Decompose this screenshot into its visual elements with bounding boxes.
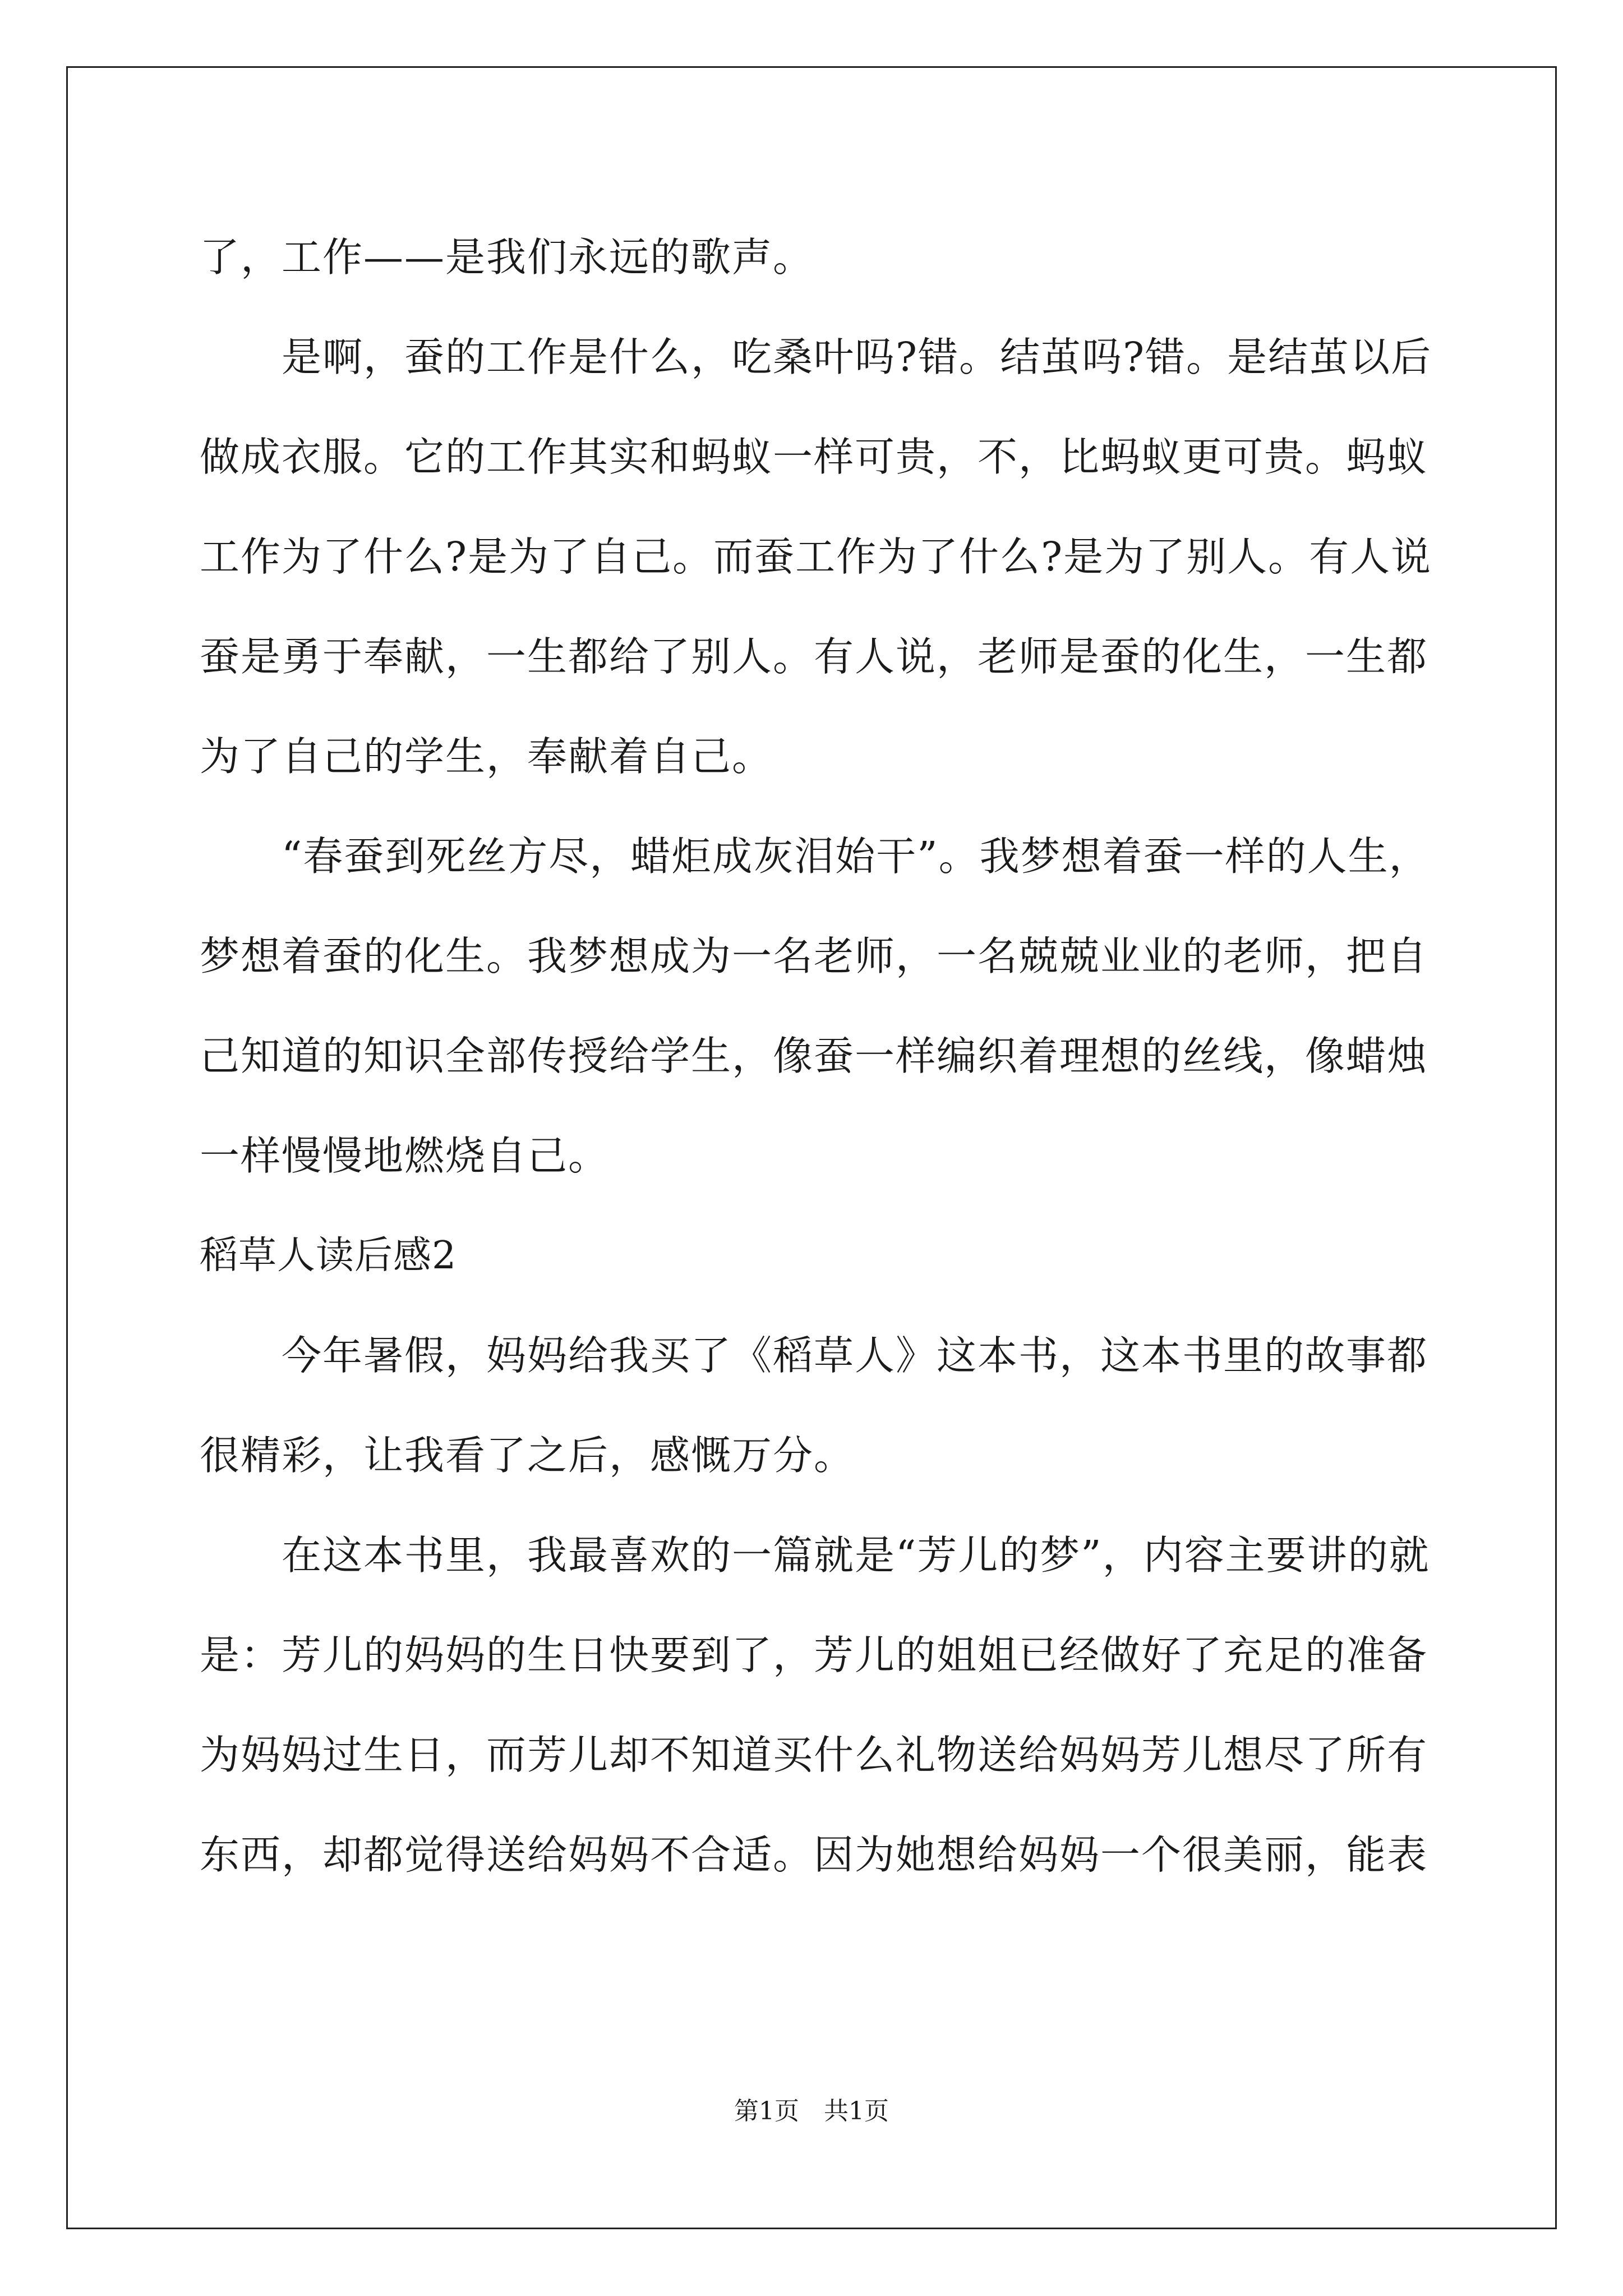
text-line: 为妈妈过生日，而芳儿却不知道买什么礼物送给妈妈芳儿想尽了所有 [200,1732,1428,1778]
text-line: 在这本书里，我最喜欢的一篇就是“芳儿的梦”，内容主要讲的就 [282,1532,1430,1579]
text-line: 己知道的知识全部传授给学生，像蚕一样编织着理想的丝线，像蜡烛 [200,1033,1428,1079]
text-line: 梦想着蚕的化生。我梦想成为一名老师，一名兢兢业业的老师，把自 [200,933,1428,979]
text-line: 了，工作——是我们永远的歌声。 [200,234,814,280]
text-line: 今年暑假，妈妈给我买了《稻草人》这本书，这本书里的故事都 [282,1332,1428,1379]
text-line: 蚕是勇于奉献，一生都给了别人。有人说，老师是蚕的化生，一生都 [200,633,1428,680]
text-line: 东西，却都觉得送给妈妈不合适。因为她想给妈妈一个很美丽，能表 [200,1832,1428,1878]
text-line: 是啊，蚕的工作是什么，吃桑叶吗?错。结茧吗?错。是结茧以后 [282,334,1432,380]
page-number-footer: 第1页 共1页 [734,2097,889,2125]
text-line: 一样慢慢地燃烧自己。 [200,1133,610,1179]
document-body [200,208,1433,1905]
text-line: “春蚕到死丝方尽，蜡炬成灰泪始干”。我梦想着蚕一样的人生， [282,833,1430,880]
section-heading: 稻草人读后感2 [200,1234,457,1278]
text-line: 工作为了什么?是为了自己。而蚕工作为了什么?是为了别人。有人说 [200,533,1432,580]
text-line: 做成衣服。它的工作其实和蚂蚁一样可贵，不，比蚂蚁更可贵。蚂蚁 [200,434,1428,480]
text-line: 为了自己的学生，奉献着自己。 [200,733,773,780]
text-line: 很精彩，让我看了之后，感慨万分。 [200,1432,855,1479]
text-line: 是：芳儿的妈妈的生日快要到了，芳儿的姐姐已经做好了充足的准备 [200,1632,1428,1678]
